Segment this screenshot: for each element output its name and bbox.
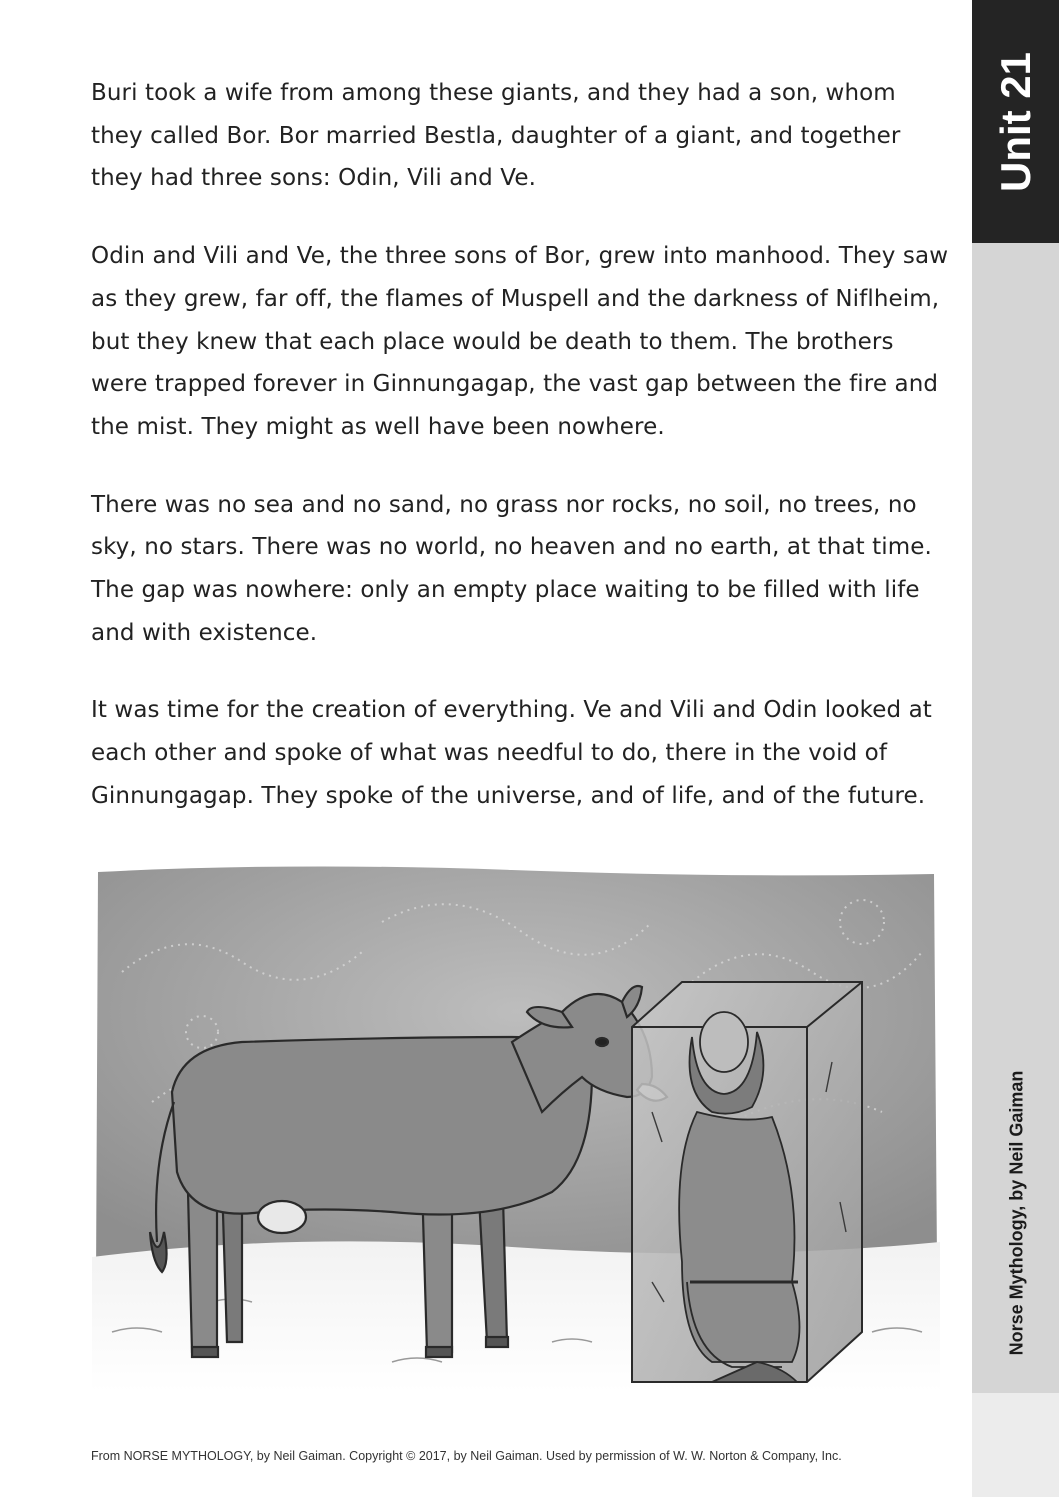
paragraph: It was time for the creation of everything. Ve and Vili and Odin looked at each other and spoke of what was needful to do, there in the void of Ginnungagap. They spoke of the universe, and of life, and of the future. (91, 697, 932, 809)
paragraph: Buri took a wife from among these giants, and they had a son, whom they called Bor. Bor married Bestla, daughter of a giant, and together they had three sons: Odin, Vili and Ve. (91, 80, 901, 192)
paragraph: There was no sea and no sand, no grass nor rocks, no soil, no trees, no sky, no stars. There was no world, no heaven and no earth, at that time. The gap was nowhere: only an empty place waiting to be filled with life and with existence. (91, 491, 932, 646)
paragraph: Odin and Vili and Ve, the three sons of Bor, grew into manhood. They saw as they grew, far off, the flames of Muspell and the darkness of Niflheim, but they knew that each place would be death to them. The brothers were trapped forever in Ginnungagap, the vast gap between the fire and the mist. They might as well have been nowhere. (91, 243, 949, 440)
copyright-credit: From NORSE MYTHOLOGY, by Neil Gaiman. Copyright © 2017, by Neil Gaiman. Used by permission of W. W. Norton & Company, Inc. (91, 1449, 842, 1463)
book-title-label: Norse Mythology, by Neil Gaiman (1006, 1070, 1027, 1356)
unit-tab (972, 0, 1059, 243)
unit-label: Unit 21 (991, 51, 1039, 192)
story-text (91, 72, 951, 853)
ice-block-with-buri (632, 982, 862, 1382)
cow-licking-ice-illustration (92, 862, 940, 1392)
sidebar-bottom (972, 1393, 1059, 1497)
